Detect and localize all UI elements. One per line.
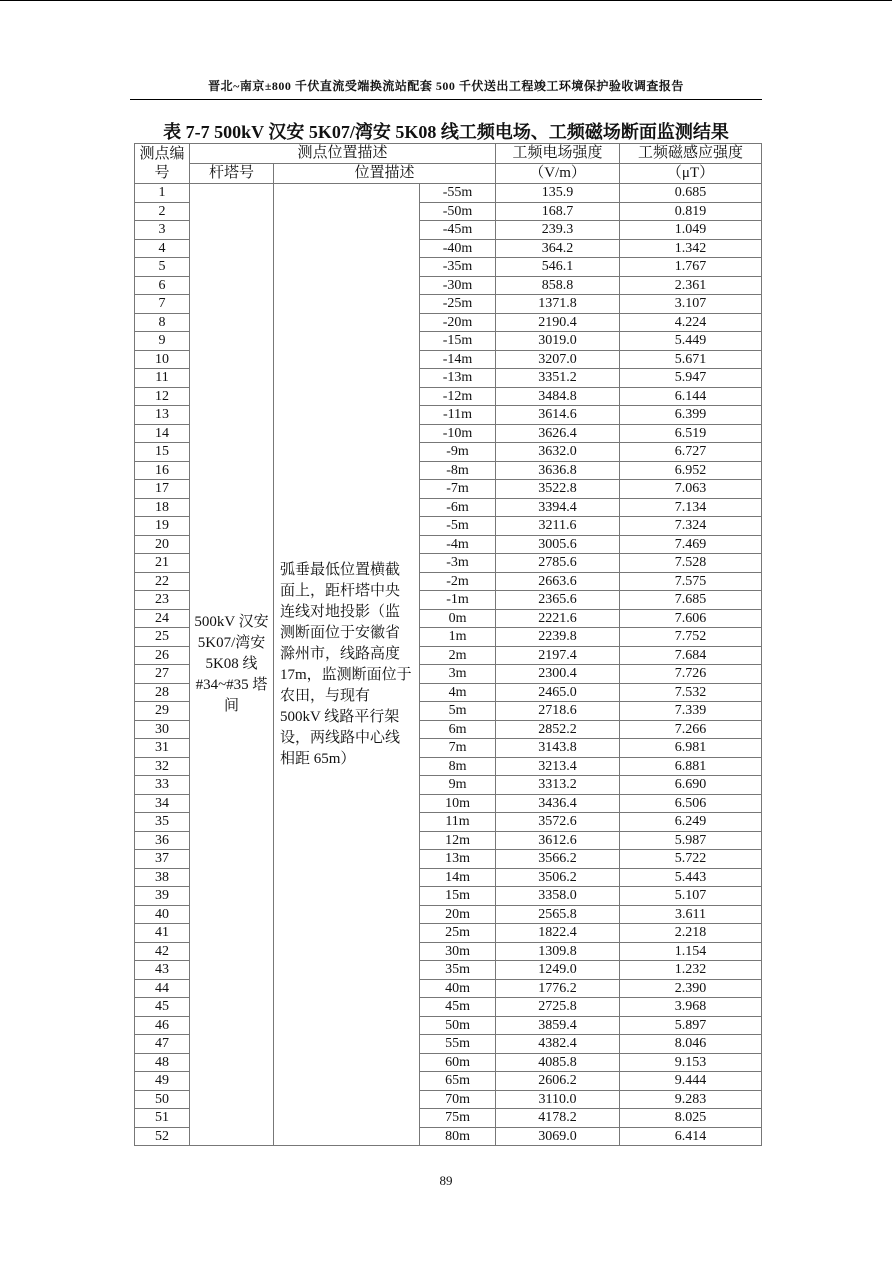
table-caption: 表 7-7 500kV 汉安 5K07/湾安 5K08 线工频电场、工频磁场断面监测结果 [163, 122, 729, 142]
header-e-unit: （V/m） [496, 164, 620, 184]
point-number: 31 [135, 739, 190, 758]
electric-field-value: 3351.2 [496, 369, 620, 388]
point-number: 14 [135, 424, 190, 443]
distance: -45m [420, 221, 496, 240]
electric-field-value: 2725.8 [496, 998, 620, 1017]
magnetic-field-value: 1.154 [620, 942, 762, 961]
point-number: 35 [135, 813, 190, 832]
point-number: 26 [135, 646, 190, 665]
electric-field-value: 2365.6 [496, 591, 620, 610]
electric-field-value: 3213.4 [496, 757, 620, 776]
distance: 0m [420, 609, 496, 628]
point-number: 40 [135, 905, 190, 924]
point-number: 50 [135, 1090, 190, 1109]
distance: 6m [420, 720, 496, 739]
distance: -11m [420, 406, 496, 425]
magnetic-field-value: 6.881 [620, 757, 762, 776]
distance: -20m [420, 313, 496, 332]
point-number: 5 [135, 258, 190, 277]
header-point-desc: 测点位置描述 [190, 144, 496, 164]
magnetic-field-value: 7.752 [620, 628, 762, 647]
magnetic-field-value: 7.726 [620, 665, 762, 684]
electric-field-value: 858.8 [496, 276, 620, 295]
electric-field-value: 3005.6 [496, 535, 620, 554]
point-number: 42 [135, 942, 190, 961]
magnetic-field-value: 2.218 [620, 924, 762, 943]
header-row-1 [135, 144, 762, 164]
distance: -25m [420, 295, 496, 314]
magnetic-field-value: 7.469 [620, 535, 762, 554]
electric-field-value: 4178.2 [496, 1109, 620, 1128]
magnetic-field-value: 5.897 [620, 1016, 762, 1035]
magnetic-field-value: 6.144 [620, 387, 762, 406]
distance: 55m [420, 1035, 496, 1054]
electric-field-value: 135.9 [496, 184, 620, 203]
header-position: 位置描述 [274, 164, 496, 184]
distance: -12m [420, 387, 496, 406]
electric-field-value: 3632.0 [496, 443, 620, 462]
magnetic-field-value: 9.153 [620, 1053, 762, 1072]
electric-field-value: 3522.8 [496, 480, 620, 499]
point-number: 27 [135, 665, 190, 684]
distance: 75m [420, 1109, 496, 1128]
distance: 10m [420, 794, 496, 813]
distance: 3m [420, 665, 496, 684]
magnetic-field-value: 5.947 [620, 369, 762, 388]
distance: 7m [420, 739, 496, 758]
distance: 80m [420, 1127, 496, 1146]
electric-field-value: 3211.6 [496, 517, 620, 536]
electric-field-value: 3566.2 [496, 850, 620, 869]
point-number: 3 [135, 221, 190, 240]
electric-field-value: 2300.4 [496, 665, 620, 684]
point-number: 46 [135, 1016, 190, 1035]
electric-field-value: 1371.8 [496, 295, 620, 314]
point-number: 1 [135, 184, 190, 203]
point-number: 47 [135, 1035, 190, 1054]
electric-field-value: 1309.8 [496, 942, 620, 961]
magnetic-field-value: 7.684 [620, 646, 762, 665]
electric-field-value: 3110.0 [496, 1090, 620, 1109]
electric-field-value: 2785.6 [496, 554, 620, 573]
point-number: 30 [135, 720, 190, 739]
electric-field-value: 3612.6 [496, 831, 620, 850]
magnetic-field-value: 5.443 [620, 868, 762, 887]
magnetic-field-value: 7.575 [620, 572, 762, 591]
distance: -2m [420, 572, 496, 591]
electric-field-value: 168.7 [496, 202, 620, 221]
magnetic-field-value: 3.968 [620, 998, 762, 1017]
point-number: 15 [135, 443, 190, 462]
magnetic-field-value: 6.414 [620, 1127, 762, 1146]
distance: 8m [420, 757, 496, 776]
point-number: 22 [135, 572, 190, 591]
distance: -30m [420, 276, 496, 295]
top-border [0, 0, 892, 1]
distance: 2m [420, 646, 496, 665]
magnetic-field-value: 6.506 [620, 794, 762, 813]
distance: -14m [420, 350, 496, 369]
magnetic-field-value: 6.981 [620, 739, 762, 758]
magnetic-field-value: 1.049 [620, 221, 762, 240]
electric-field-value: 3394.4 [496, 498, 620, 517]
magnetic-field-value: 7.528 [620, 554, 762, 573]
magnetic-field-value: 1.767 [620, 258, 762, 277]
distance: -5m [420, 517, 496, 536]
magnetic-field-value: 8.046 [620, 1035, 762, 1054]
point-number: 52 [135, 1127, 190, 1146]
magnetic-field-value: 7.134 [620, 498, 762, 517]
distance: 35m [420, 961, 496, 980]
distance: 45m [420, 998, 496, 1017]
point-number: 6 [135, 276, 190, 295]
point-number: 41 [135, 924, 190, 943]
magnetic-field-value: 2.390 [620, 979, 762, 998]
distance: -15m [420, 332, 496, 351]
point-number: 43 [135, 961, 190, 980]
magnetic-field-value: 6.249 [620, 813, 762, 832]
distance: -50m [420, 202, 496, 221]
electric-field-value: 3484.8 [496, 387, 620, 406]
magnetic-field-value: 5.671 [620, 350, 762, 369]
electric-field-value: 1249.0 [496, 961, 620, 980]
point-number: 4 [135, 239, 190, 258]
electric-field-value: 3019.0 [496, 332, 620, 351]
electric-field-value: 3436.4 [496, 794, 620, 813]
monitoring-table [134, 143, 762, 1146]
distance: 4m [420, 683, 496, 702]
magnetic-field-value: 7.606 [620, 609, 762, 628]
page-number: 89 [439, 1173, 453, 1188]
electric-field-value: 3636.8 [496, 461, 620, 480]
distance: 40m [420, 979, 496, 998]
electric-field-value: 3626.4 [496, 424, 620, 443]
magnetic-field-value: 4.224 [620, 313, 762, 332]
table-body [135, 184, 762, 1146]
electric-field-value: 2465.0 [496, 683, 620, 702]
electric-field-value: 1776.2 [496, 979, 620, 998]
magnetic-field-value: 6.399 [620, 406, 762, 425]
point-number: 18 [135, 498, 190, 517]
distance: 5m [420, 702, 496, 721]
header-b-field: 工频磁感应强度 [620, 144, 762, 164]
distance: 25m [420, 924, 496, 943]
electric-field-value: 3614.6 [496, 406, 620, 425]
electric-field-value: 4382.4 [496, 1035, 620, 1054]
distance: 30m [420, 942, 496, 961]
magnetic-field-value: 9.283 [620, 1090, 762, 1109]
magnetic-field-value: 9.444 [620, 1072, 762, 1091]
point-number: 7 [135, 295, 190, 314]
distance: -4m [420, 535, 496, 554]
distance: -9m [420, 443, 496, 462]
distance: -3m [420, 554, 496, 573]
point-number: 8 [135, 313, 190, 332]
magnetic-field-value: 7.685 [620, 591, 762, 610]
distance: -6m [420, 498, 496, 517]
distance: 60m [420, 1053, 496, 1072]
point-number: 17 [135, 480, 190, 499]
point-number: 19 [135, 517, 190, 536]
electric-field-value: 2852.2 [496, 720, 620, 739]
report-header: 晋北~南京±800 千伏直流受端换流站配套 500 千伏送出工程竣工环境保护验收调查报告 [208, 79, 684, 93]
tower-description: 500kV 汉安 5K07/湾安 5K08 线 #34~#35 塔间 [190, 184, 274, 1146]
electric-field-value: 364.2 [496, 239, 620, 258]
electric-field-value: 3572.6 [496, 813, 620, 832]
magnetic-field-value: 7.339 [620, 702, 762, 721]
point-number: 34 [135, 794, 190, 813]
point-number: 10 [135, 350, 190, 369]
magnetic-field-value: 2.361 [620, 276, 762, 295]
magnetic-field-value: 5.987 [620, 831, 762, 850]
distance: -35m [420, 258, 496, 277]
magnetic-field-value: 1.342 [620, 239, 762, 258]
magnetic-field-value: 3.611 [620, 905, 762, 924]
distance: 65m [420, 1072, 496, 1091]
point-number: 45 [135, 998, 190, 1017]
distance: 70m [420, 1090, 496, 1109]
magnetic-field-value: 6.952 [620, 461, 762, 480]
point-number: 39 [135, 887, 190, 906]
point-number: 49 [135, 1072, 190, 1091]
electric-field-value: 2190.4 [496, 313, 620, 332]
electric-field-value: 3506.2 [496, 868, 620, 887]
electric-field-value: 546.1 [496, 258, 620, 277]
magnetic-field-value: 6.519 [620, 424, 762, 443]
distance: -7m [420, 480, 496, 499]
point-number: 48 [135, 1053, 190, 1072]
magnetic-field-value: 1.232 [620, 961, 762, 980]
magnetic-field-value: 8.025 [620, 1109, 762, 1128]
point-number: 12 [135, 387, 190, 406]
point-number: 11 [135, 369, 190, 388]
header-rule [130, 99, 762, 100]
point-number: 20 [135, 535, 190, 554]
magnetic-field-value: 6.727 [620, 443, 762, 462]
distance: 12m [420, 831, 496, 850]
distance: 11m [420, 813, 496, 832]
point-number: 38 [135, 868, 190, 887]
point-number: 23 [135, 591, 190, 610]
distance: 15m [420, 887, 496, 906]
table-row [135, 184, 762, 203]
header-point-no: 测点编号 [135, 144, 190, 184]
electric-field-value: 4085.8 [496, 1053, 620, 1072]
magnetic-field-value: 5.722 [620, 850, 762, 869]
point-number: 24 [135, 609, 190, 628]
point-number: 44 [135, 979, 190, 998]
magnetic-field-value: 6.690 [620, 776, 762, 795]
header-e-field: 工频电场强度 [496, 144, 620, 164]
magnetic-field-value: 5.449 [620, 332, 762, 351]
electric-field-value: 2221.6 [496, 609, 620, 628]
magnetic-field-value: 0.819 [620, 202, 762, 221]
magnetic-field-value: 5.107 [620, 887, 762, 906]
magnetic-field-value: 7.266 [620, 720, 762, 739]
point-number: 32 [135, 757, 190, 776]
point-number: 29 [135, 702, 190, 721]
distance: -13m [420, 369, 496, 388]
magnetic-field-value: 7.324 [620, 517, 762, 536]
electric-field-value: 2197.4 [496, 646, 620, 665]
electric-field-value: 3859.4 [496, 1016, 620, 1035]
distance: 1m [420, 628, 496, 647]
point-number: 37 [135, 850, 190, 869]
electric-field-value: 3069.0 [496, 1127, 620, 1146]
point-number: 36 [135, 831, 190, 850]
distance: -8m [420, 461, 496, 480]
distance: -55m [420, 184, 496, 203]
point-number: 13 [135, 406, 190, 425]
magnetic-field-value: 3.107 [620, 295, 762, 314]
point-number: 21 [135, 554, 190, 573]
distance: 9m [420, 776, 496, 795]
magnetic-field-value: 7.063 [620, 480, 762, 499]
electric-field-value: 2565.8 [496, 905, 620, 924]
point-number: 51 [135, 1109, 190, 1128]
electric-field-value: 2239.8 [496, 628, 620, 647]
electric-field-value: 3207.0 [496, 350, 620, 369]
magnetic-field-value: 0.685 [620, 184, 762, 203]
electric-field-value: 2606.2 [496, 1072, 620, 1091]
header-b-unit: （μT） [620, 164, 762, 184]
header-row-2 [135, 164, 762, 184]
point-number: 16 [135, 461, 190, 480]
electric-field-value: 2718.6 [496, 702, 620, 721]
distance: -40m [420, 239, 496, 258]
distance: -10m [420, 424, 496, 443]
location-description: 弧垂最低位置横截面上，距杆塔中央连线对地投影（监测断面位于安徽省滁州市，线路高度 17m，监测断面位于农田，与现有 500kV 线路平行架设，两线路中心线相距 65m） [274, 184, 420, 1146]
electric-field-value: 2663.6 [496, 572, 620, 591]
distance: 14m [420, 868, 496, 887]
electric-field-value: 3358.0 [496, 887, 620, 906]
point-number: 33 [135, 776, 190, 795]
electric-field-value: 1822.4 [496, 924, 620, 943]
electric-field-value: 3313.2 [496, 776, 620, 795]
header-tower: 杆塔号 [190, 164, 274, 184]
distance: 50m [420, 1016, 496, 1035]
distance: 13m [420, 850, 496, 869]
distance: 20m [420, 905, 496, 924]
electric-field-value: 239.3 [496, 221, 620, 240]
point-number: 28 [135, 683, 190, 702]
magnetic-field-value: 7.532 [620, 683, 762, 702]
point-number: 25 [135, 628, 190, 647]
point-number: 2 [135, 202, 190, 221]
electric-field-value: 3143.8 [496, 739, 620, 758]
distance: -1m [420, 591, 496, 610]
point-number: 9 [135, 332, 190, 351]
